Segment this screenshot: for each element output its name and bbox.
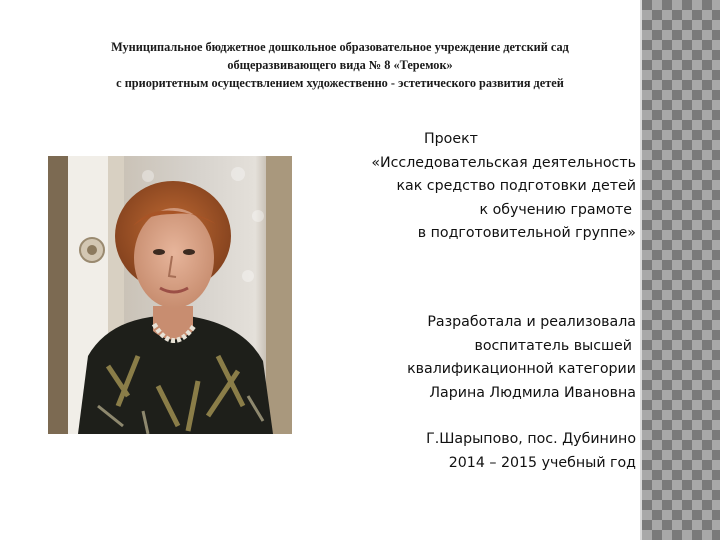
project-label: Проект [424, 131, 478, 147]
header-line-2: общеразвивающего вида № 8 «Теремок» [227, 58, 453, 72]
portrait-photo [48, 156, 292, 434]
project-line-2: как средство подготовки детей [396, 178, 636, 194]
header-line-1: Муниципальное бюджетное дошкольное образовательное учреждение детский сад [111, 40, 569, 54]
project-line-1: «Исследовательская деятельность [371, 154, 636, 171]
place-year-block [300, 427, 636, 475]
author-line-1: Разработала и реализовала [427, 314, 636, 330]
project-line-3: к обучению грамоте [479, 201, 632, 218]
project-title-block [300, 128, 636, 246]
author-line-2: воспитатель высшей [474, 337, 632, 354]
decorative-checker-band [642, 0, 720, 540]
author-block [300, 311, 636, 405]
place-city: Г.Шарыпово, пос. Дубинино [426, 431, 636, 447]
project-line-4: в подготовительной группе» [417, 225, 636, 241]
author-line-3: квалификационной категории [407, 361, 636, 377]
institution-header [40, 38, 640, 92]
author-line-4: Ларина Людмила Ивановна [429, 384, 636, 401]
academic-year: 2014 – 2015 учебный год [448, 455, 636, 471]
header-line-3: с приоритетным осуществлением художественно - эстетического развития детей [116, 76, 564, 90]
